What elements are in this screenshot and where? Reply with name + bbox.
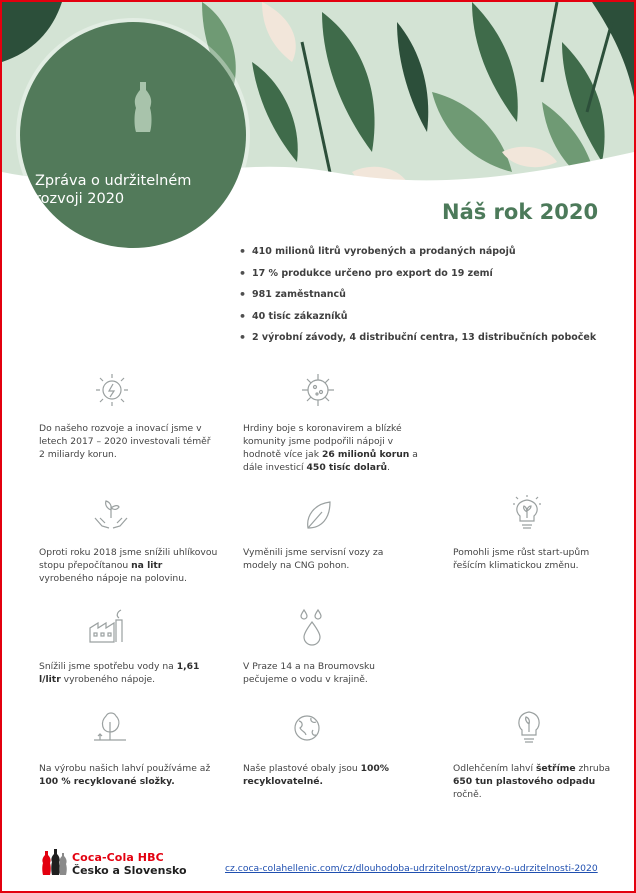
factory-icon [88, 608, 126, 644]
text-span: Hrdiny boje s koronavirem a blízké komunity jsme podpořili nápoji v hodnotě více jak [243, 423, 402, 460]
bold-text: 26 milionů korun [321, 449, 410, 460]
text-span: a dále investicí [243, 449, 418, 473]
fact-carbon-footprint [39, 546, 219, 585]
fact-water-landscape: V Praze 14 a na Broumovsku pečujeme o vodu v krajině. [243, 661, 375, 685]
text-span: . [387, 462, 390, 473]
leaf-icon [302, 498, 334, 534]
list-item: • 981 zaměstnanců [236, 289, 596, 311]
report-title: Zpráva o udržitelném rozvoji 2020 [35, 173, 192, 207]
report-title-badge [20, 22, 246, 248]
report-link[interactable]: cz.coca-colahellenic.com/cz/dlouhodoba-udrzitelnost/zpravy-o-udrzitelnosti-2020 [225, 863, 598, 874]
text-span: ročně. [453, 789, 482, 800]
highlights-list [236, 246, 596, 354]
bold-text: šetříme [535, 763, 576, 774]
text-span: vyrobeného nápoje na polovinu. [39, 573, 187, 584]
text-span: zhruba [575, 763, 611, 774]
text-span: Odlehčením lahví [453, 763, 536, 774]
page-heading: Náš rok 2020 [442, 200, 599, 224]
tree-icon [92, 708, 128, 744]
list-item: • 410 milionů litrů vyrobených a prodaných nápojů [236, 246, 596, 268]
list-item: • 17 % produkce určeno pro export do 19 zemí [236, 268, 596, 290]
bottle-icon [132, 82, 154, 132]
fact-covid-support [243, 422, 421, 474]
fact-water-usage [39, 660, 219, 686]
list-item: • 40 tisíc zákazníků [236, 311, 596, 333]
bold-text: 100 % recyklované složky. [39, 776, 175, 787]
bold-text: 1,61 l/litr [39, 661, 200, 685]
virus-icon [300, 372, 336, 408]
bold-text: 450 tisíc dolarů [306, 462, 388, 473]
fact-recyclable-packaging [243, 762, 393, 788]
sun-power-icon [94, 372, 130, 408]
brand-bottles-logo [42, 849, 68, 875]
bold-text: 100% recyklovatelné. [243, 763, 389, 787]
bold-text: na litr [131, 560, 163, 571]
text-span: Na výrobu našich lahví používáme až [39, 763, 211, 774]
text-span: Snížili jsme spotřebu vody na [39, 661, 177, 672]
hands-plant-icon [92, 496, 130, 534]
fact-cng-vehicles: Vyměnili jsme servisní vozy za modely na CNG pohon. [243, 547, 384, 571]
earth-icon [291, 712, 323, 744]
text-span: Oproti roku 2018 jsme snížili uhlíkovou stopu přepočítanou [39, 547, 218, 571]
lightbulb-plant-icon [510, 494, 544, 532]
brand-name: Coca-Cola HBC [72, 851, 164, 864]
bold-text: 650 tun plastového odpadu [453, 776, 596, 787]
brand-region: Česko a Slovensko [72, 864, 187, 877]
lightbulb-leaf-icon [514, 708, 544, 746]
fact-startups: Pomohli jsme růst start-upům řešícím klimatickou změnu. [453, 547, 590, 571]
water-drops-icon [298, 608, 326, 646]
fact-investment: Do našeho rozvoje a inovací jsme v letech 2017 – 2020 investovali téměř 2 miliardy korun. [39, 423, 211, 460]
text-span: vyrobeného nápoje. [60, 674, 156, 685]
text-span: Naše plastové obaly jsou [243, 763, 361, 774]
fact-recycled-content [39, 762, 214, 788]
fact-lightweight-bottles [453, 762, 613, 801]
list-item: • 2 výrobní závody, 4 distribuční centra, 13 distribučních poboček [236, 332, 596, 354]
